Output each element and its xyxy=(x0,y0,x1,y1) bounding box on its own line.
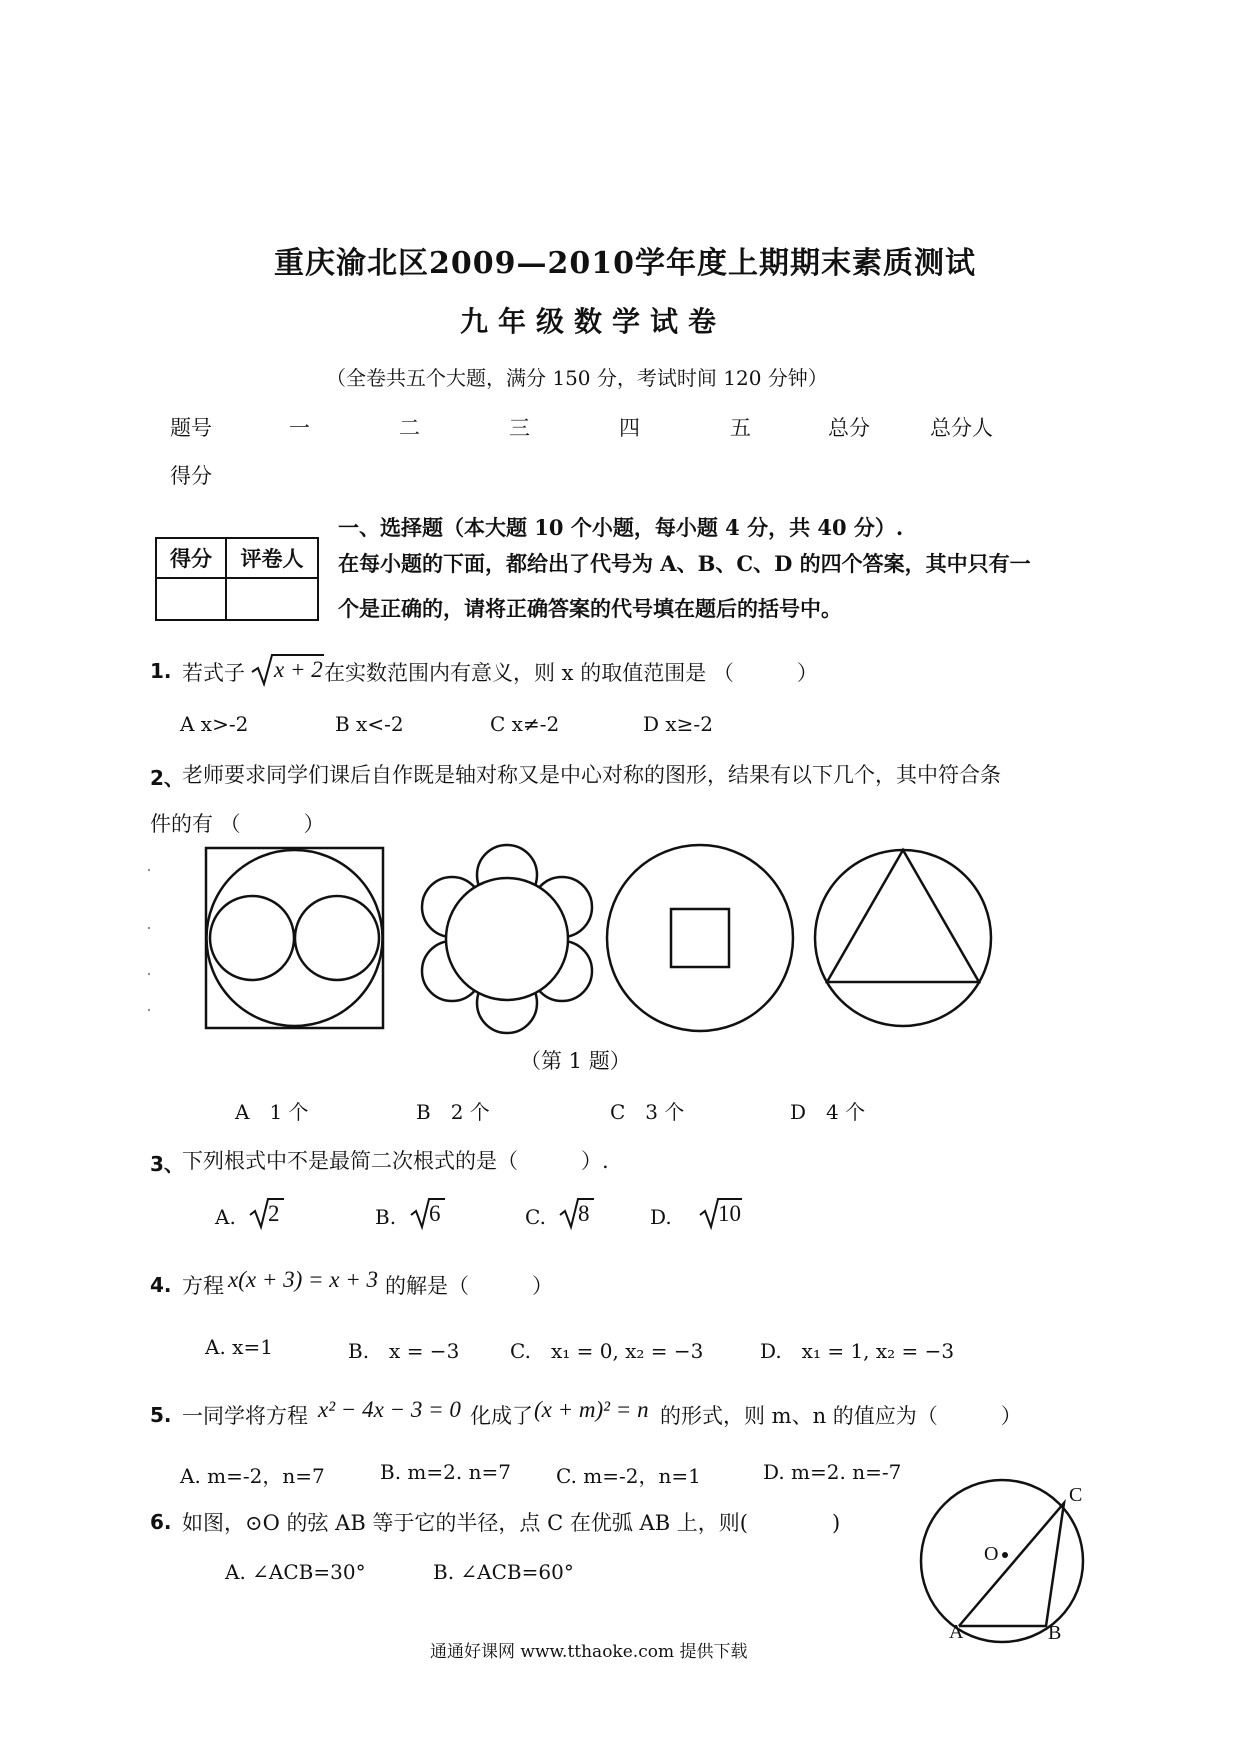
q6-option-a: A. ∠ACB=30° xyxy=(225,1560,366,1584)
q2-option-c: C 3 个 xyxy=(610,1100,685,1124)
grader-box-grader: 评卷人 xyxy=(226,538,318,578)
q2-number: 2、 xyxy=(150,766,184,790)
figure-square-two-circles xyxy=(206,848,383,1028)
q5-option-d: D. m=2. n=-7 xyxy=(763,1460,902,1484)
q4-option-c: C. x₁ = 0, x₂ = −3 xyxy=(510,1339,704,1363)
q6-label-b: B xyxy=(1048,1622,1062,1644)
q3-option-a-radicand: 2 xyxy=(268,1201,280,1226)
q3-option-d-radicand: 10 xyxy=(718,1201,741,1226)
q5-pre: 一同学将方程 xyxy=(182,1404,308,1428)
section1-instruction-2: 个是正确的，请将正确答案的代号填在题后的括号中。 xyxy=(338,596,842,621)
q3-option-c-radicand: 8 xyxy=(578,1201,590,1226)
q6-option-b: B. ∠ACB=60° xyxy=(433,1560,574,1584)
q5-mid: 化成了 xyxy=(470,1404,533,1428)
q5-option-b: B. m=2. n=7 xyxy=(380,1460,511,1484)
q6-label-o: O xyxy=(984,1543,999,1565)
q3-option-b-label: B. xyxy=(375,1205,397,1229)
q1-radicand: x + 2 xyxy=(274,657,323,682)
q1-pre: 若式子 xyxy=(182,661,245,685)
q4-pre: 方程 xyxy=(182,1274,224,1298)
q5-option-a: A. m=-2，n=7 xyxy=(180,1464,325,1488)
q3-option-a-label: A. xyxy=(215,1205,236,1229)
q6-label-a: A xyxy=(949,1621,964,1643)
q4-option-a: A. x=1 xyxy=(205,1335,273,1359)
q3-option-b-radicand: 6 xyxy=(429,1201,441,1226)
q5-post: 的形式，则 m、n 的值应为（ ） xyxy=(660,1404,1022,1428)
q2-figures xyxy=(140,840,1020,1040)
score-header-qnum: 题号 xyxy=(170,416,212,440)
q6-label-c: C xyxy=(1069,1484,1083,1506)
q1-option-b: B x<-2 xyxy=(335,712,404,736)
grader-box-score: 得分 xyxy=(156,538,226,578)
grader-box-score-cell[interactable] xyxy=(156,578,226,620)
page-subtitle: 九年级数学试卷 xyxy=(460,305,727,338)
section1-instruction-1: 在每小题的下面，都给出了代号为 A、B、C、D 的四个答案，其中只有一 xyxy=(338,551,1031,576)
q6-number: 6. xyxy=(150,1510,172,1534)
q1-number: 1. xyxy=(150,659,172,683)
score-header-3: 三 xyxy=(509,416,530,440)
q4-number: 4. xyxy=(150,1273,172,1297)
score-row-label: 得分 xyxy=(170,464,212,488)
score-header-4: 四 xyxy=(619,416,640,440)
q5-equation-1: x² − 4x − 3 = 0 xyxy=(318,1397,461,1422)
section1-heading: 一、选择题（本大题 10 个小题，每小题 4 分，共 40 分）. xyxy=(338,515,904,540)
q3-option-c-label: C. xyxy=(525,1205,546,1229)
q3-option-d-label: D. xyxy=(650,1205,672,1229)
figure-circle-triangle xyxy=(815,850,991,1026)
score-header-5: 五 xyxy=(730,416,751,440)
score-header-total: 总分 xyxy=(828,416,870,440)
grader-box-grader-cell[interactable] xyxy=(226,578,318,620)
q3-text: 下列根式中不是最简二次根式的是（ ）. xyxy=(182,1149,609,1173)
exam-note: （全卷共五个大题，满分 150 分，考试时间 120 分钟） xyxy=(326,366,828,390)
q2-option-d: D 4 个 xyxy=(790,1100,866,1124)
footer: 通通好课网 www.tthaoke.com 提供下载 xyxy=(430,1642,748,1662)
grader-box xyxy=(155,537,319,621)
score-header-totaler: 总分人 xyxy=(930,416,993,440)
figure-flower xyxy=(422,845,592,1033)
q4-option-d: D. x₁ = 1, x₂ = −3 xyxy=(760,1339,955,1363)
q5-option-c: C. m=-2，n=1 xyxy=(556,1464,701,1488)
score-header-2: 二 xyxy=(399,416,420,440)
figure-circle-square xyxy=(607,845,793,1031)
q4-option-b: B. x = −3 xyxy=(348,1339,460,1363)
q1-post: 在实数范围内有意义，则 x 的取值范围是 （ ） xyxy=(324,661,818,685)
page-title: 重庆渝北区2009—2010学年度上期期末素质测试 xyxy=(274,246,976,281)
q5-equation-2: (x + m)² = n xyxy=(534,1397,649,1422)
q2-option-a: A 1 个 xyxy=(235,1100,309,1124)
score-header-1: 一 xyxy=(289,416,310,440)
q3-number: 3、 xyxy=(150,1152,184,1176)
q1-option-a: A x>-2 xyxy=(180,712,249,736)
q1-option-d: D x≥-2 xyxy=(643,712,713,736)
q4-post: 的解是（ ） xyxy=(385,1274,553,1298)
q2-line2: 件的有 （ ） xyxy=(150,812,325,836)
q4-equation: x(x + 3) = x + 3 xyxy=(228,1267,379,1292)
q2-caption: （第 1 题） xyxy=(520,1049,631,1073)
q5-number: 5. xyxy=(150,1403,172,1427)
q6-text: 如图，⊙O 的弦 AB 等于它的半径，点 C 在优弧 AB 上，则( ) xyxy=(182,1511,841,1535)
q2-option-b: B 2 个 xyxy=(416,1100,490,1124)
q1-option-c: C x≠-2 xyxy=(490,712,560,736)
q2-line1: 老师要求同学们课后自作既是轴对称又是中心对称的图形，结果有以下几个，其中符合条 xyxy=(182,763,1001,787)
